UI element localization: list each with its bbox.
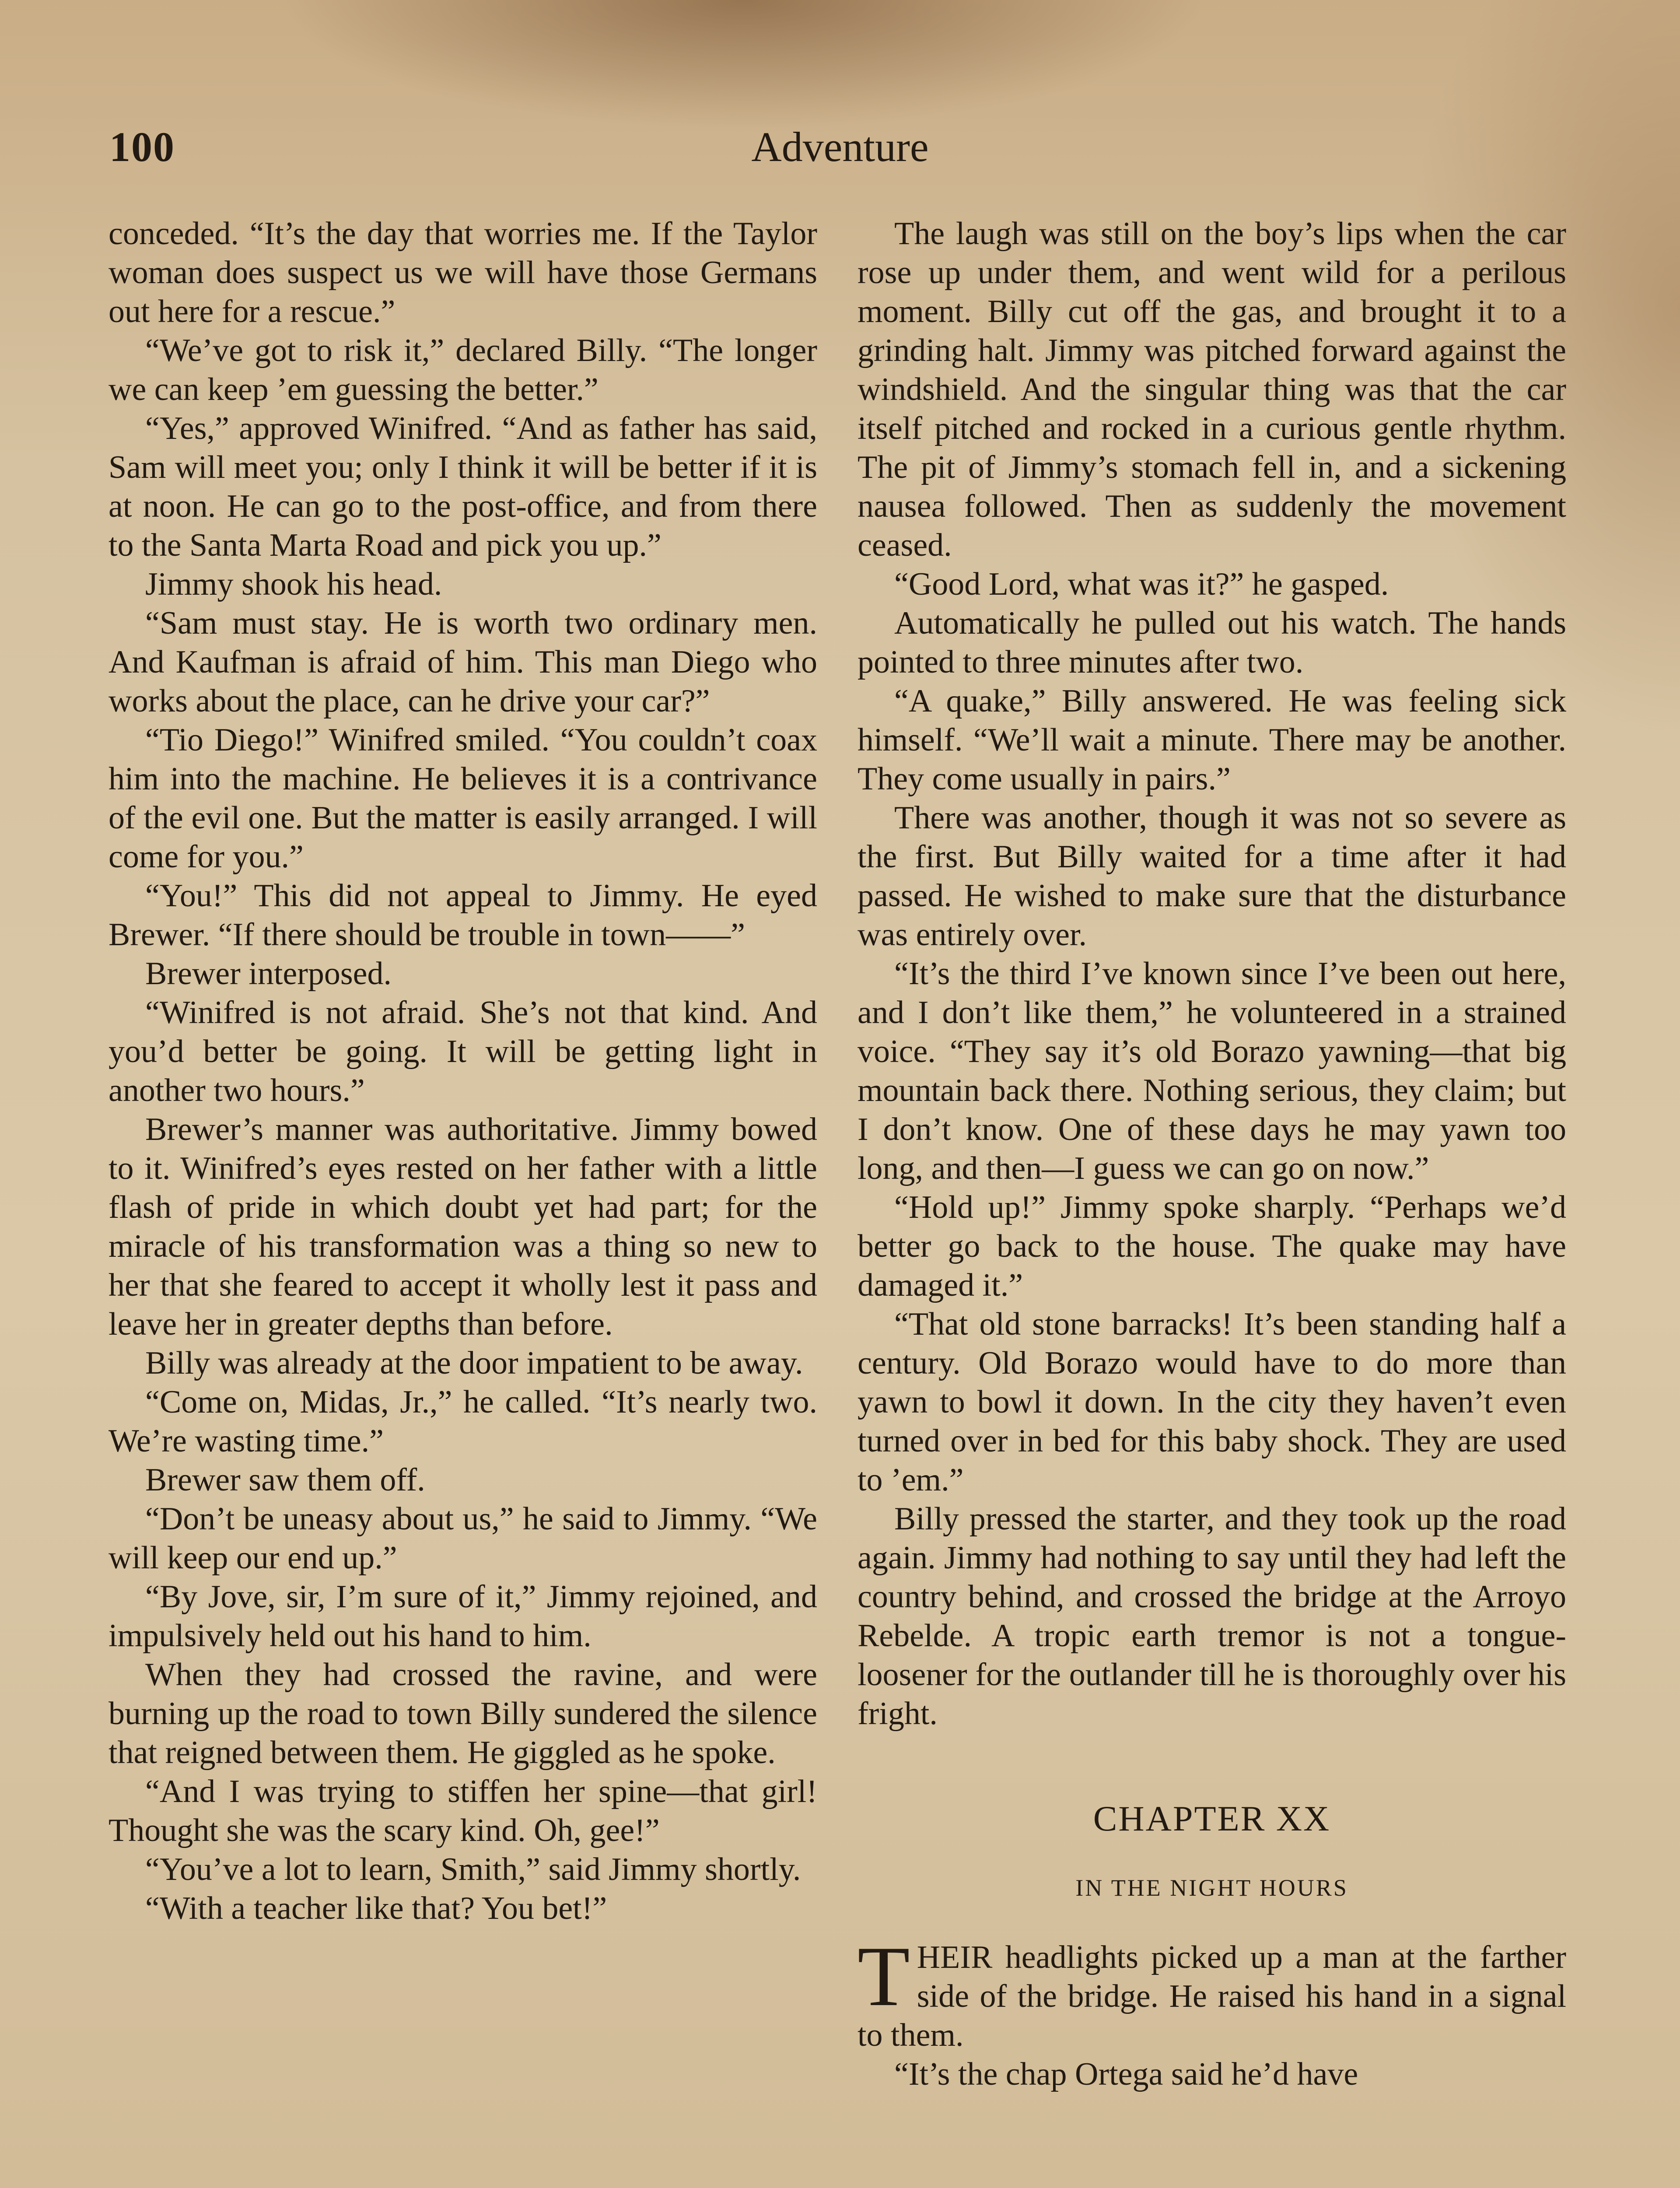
chapter-opening-paragraph [858,1929,1566,2055]
paragraph: The laugh was still on the boy’s lips when the car rose up under them, and went wild for a perilous moment. Billy cut off the gas, and brought it to a grinding halt. Jimmy was pitched forward against the windshield. And the singular thing was that the car itself pitched and rocked in a curious gentle rhythm. The pit of Jimmy’s stomach fell in, and a sickening nausea followed. Then as suddenly the movement ceased. [858,216,1566,563]
paragraph: “By Jove, sir, I’m sure of it,” Jimmy rejoined, and impulsively held out his hand to him. [108,1579,817,1654]
paragraph: “Don’t be uneasy about us,” he said to Jimmy. “We will keep our end up.” [108,1501,817,1576]
paragraph: “You!” This did not appeal to Jimmy. He eyed Brewer. “If there should be trouble in town——” [108,878,817,953]
paragraph: “It’s the third I’ve known since I’ve been out here, and I don’t like them,” he volunteered in a strained voice. “They say it’s old Borazo yawning—that big mountain back there. Nothing serious, they claim; but I don’t know. One of these days he may yawn too long, and then—I guess we can go on now.” [858,956,1566,1186]
opening-small-caps: HEIR [917,1939,993,1975]
paragraph: conceded. “It’s the day that worries me. If the Taylor woman does suspect us we will have those Germans out here for a rescue.” [108,216,817,330]
paragraph: “A quake,” Billy answered. He was feeling sick himself. “We’ll wait a minute. There may be another. They come usually in pairs.” [858,683,1566,797]
chapter-subtitle: IN THE NIGHT HOURS [1075,1875,1348,1901]
magazine-title: Adventure [751,123,929,170]
paragraph: When they had crossed the ravine, and were burning up the road to town Billy sundered the silence that reigned between them. He giggled as he spoke. [108,1657,817,1771]
paragraph: There was another, though it was not so severe as the first. But Billy waited for a time after it had passed. He wished to make sure that the disturbance was entirely over. [858,800,1566,953]
paragraph: “And I was trying to stiffen her spine—that girl! Thought she was the scary kind. Oh, gee!” [108,1774,817,1848]
paragraph: Brewer’s manner was authoritative. Jimmy bowed to it. Winifred’s eyes rested on her father with a little flash of pride in which doubt yet had part; for the miracle of his transformation was a thing so new to her that she feared to accept it wholly lest it pass and leave her in greater depths than before. [108,1112,817,1342]
paragraph: Automatically he pulled out his watch. The hands pointed to three minutes after two. [858,605,1566,680]
paragraph: Billy was already at the door impatient to be away. [145,1345,803,1381]
paragraph: Billy pressed the starter, and they took up the road again. Jimmy had nothing to say until they had left the country behind, and crossed the bridge at the Arroyo Rebelde. A tropic earth tremor is not a tongue-loosener for the outlander till he is thoroughly over his fright. [858,1501,1566,1732]
paragraph: “We’ve got to risk it,” declared Billy. “The longer we can keep ’em guessing the better.” [108,333,817,407]
chapter-heading: CHAPTER XX [1093,1799,1331,1838]
paragraph: “Hold up!” Jimmy spoke sharply. “Perhaps we’d better go back to the house. The quake may have damaged it.” [858,1189,1566,1303]
paragraph: “Winifred is not afraid. She’s not that kind. And you’d better be going. It will be getting light in another two hours.” [108,995,817,1108]
paragraph: “Tio Diego!” Winifred smiled. “You couldn’t coax him into the machine. He believes it is a contrivance of the evil one. But the matter is easily arranged. I will come for you.” [108,722,817,875]
chapter-paragraph: “It’s the chap Ortega said he’d have [894,2056,1358,2092]
paragraph: “Good Lord, what was it?” he gasped. [894,566,1389,602]
paragraph: “With a teacher like that? You bet!” [145,1890,607,1926]
paragraph: Brewer interposed. [145,956,392,992]
paragraph: Brewer saw them off. [145,1462,425,1498]
running-head [109,123,1571,179]
paragraph: “That old stone barracks! It’s been standing half a century. Old Borazo would have to do more than yawn to bowl it down. In the city they haven’t even turned over in bed for this baby shock. They are used to ’em.” [858,1306,1566,1498]
page-number: 100 [109,123,175,170]
drop-cap: T [858,1929,910,2024]
right-column-paragraphs [858,214,1566,1733]
paragraph: “Yes,” approved Winifred. “And as father has said, Sam will meet you; only I think it will be better if it is at noon. He can go to the post-office, and from there to the Santa Marta Road and pick you up.” [108,410,817,563]
opening-text: headlights picked up a man at the farther side of the bridge. He raised his hand in a signal to them. [858,1939,1566,2053]
paragraph: “Sam must stay. He is worth two ordinary men. And Kaufman is afraid of him. This man Diego who works about the place, can he drive your car?” [108,605,817,719]
paragraph: “You’ve a lot to learn, Smith,” said Jimmy shortly. [145,1851,801,1887]
right-text-column [858,214,1566,2094]
left-text-column [108,214,817,1928]
paragraph: “Come on, Midas, Jr.,” he called. “It’s nearly two. We’re wasting time.” [108,1384,817,1459]
paragraph: Jimmy shook his head. [145,566,442,602]
